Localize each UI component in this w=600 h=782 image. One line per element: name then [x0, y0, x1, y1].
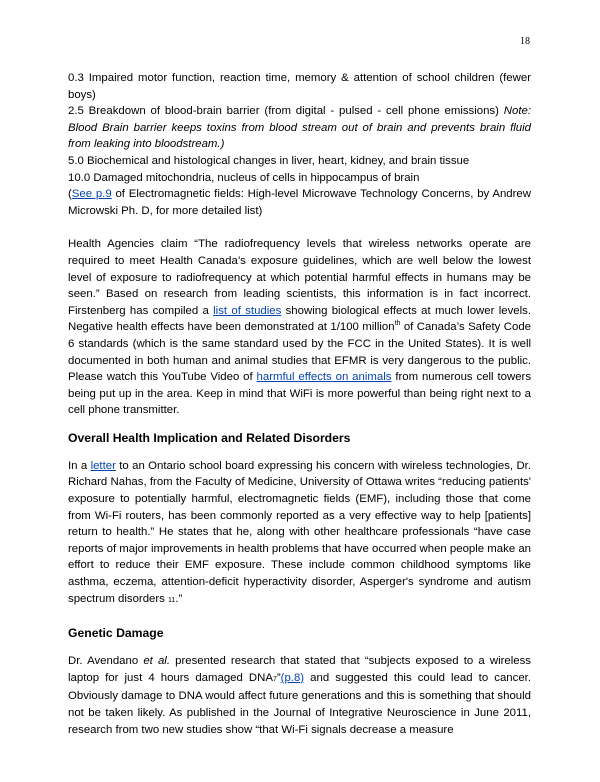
paragraph-text: In a — [68, 459, 91, 472]
effect-line-text: 2.5 Breakdown of blood-brain barrier (from digital - pulsed - cell phone emissions) — [68, 105, 504, 118]
health-agencies-paragraph — [68, 236, 531, 419]
paragraph-text: to an Ontario school board expressing his concern with wireless technologies, Dr. Richard Nahas, from the Faculty of Medicine, University of Ottawa writes “reducing patients' exposure to potentially harmful, electromagnetic fields (EMF), including those that come from Wi-Fi routers, has been commonly reported as a very effective way to help [patients] return to health.” He states that he, along with other healthcare professionals “have case reports of major improvements in health problems that have occurred when people make an effort to reduce their EMF exposure. These include common childhood symptoms like asthma, eczema, attention-deficit hyperactivity disorder, Asperger's syndrome and autism spectrum disorders — [68, 459, 531, 605]
paragraph-text: presented research that stated that “subjects exposed to a wireless laptop for just 4 hours damaged DNA — [68, 655, 531, 684]
list-of-studies-link[interactable]: list of studies — [213, 304, 282, 317]
paragraph-text: Dr. Avendano — [68, 655, 144, 668]
effect-note: Note: Blood Brain barrier keeps toxins from blood stream out of brain and prevents brain fluid from leaking into bloodstream.) — [68, 105, 531, 151]
paragraph-text: showing biological effects at much lower levels. Negative health effects have been demonstrated at 1/100 million — [68, 304, 531, 334]
genetic-paragraph — [68, 653, 531, 738]
section-heading-overall: Overall Health Implication and Related Disorders — [68, 430, 351, 445]
effect-line: 0.3 Impaired motor function, reaction time, memory & attention of school children (fewer boys) — [68, 72, 531, 101]
ref-open: ( — [68, 188, 72, 201]
footnote-marker: 11 — [168, 596, 176, 604]
paragraph-text: and suggested this could lead to cancer. Obviously damage to DNA would affect future generations and this is something that should not be taken likely. As published in the Journal of Integrative Neuroscience in June 2011, research from two new studies show “that Wi-Fi signals decrease a measure — [68, 671, 531, 736]
paragraph-text: .” — [175, 592, 183, 605]
page-number: 18 — [520, 36, 530, 47]
footnote-marker: 7 — [272, 675, 277, 683]
paragraph-text: from numerous cell towers being put up in the area. Keep in mind that WiFi is more powerful than being right next to a cell phone transmitter. — [68, 371, 532, 417]
effect-line — [68, 103, 531, 153]
see-page-link[interactable]: See p.9 — [71, 188, 112, 201]
overall-paragraph — [68, 458, 531, 609]
effects-list — [68, 70, 531, 219]
paragraph-text: of Canada’s Safety Code 6 standards (which is the same standard used by the FCC in the United States). It is well documented in both human and animal studies that EFMR is very dangerous to the public. Please watch this YouTube Video of — [68, 321, 531, 384]
reference-line — [68, 186, 531, 219]
harmful-effects-link[interactable]: harmful effects on animals — [256, 371, 392, 384]
effect-line: 5.0 Biochemical and histological changes in liver, heart, kidney, and brain tissue — [68, 154, 470, 167]
page-content — [68, 70, 531, 738]
paragraph-text: ” — [276, 671, 281, 684]
ref-text: of Electromagnetic fields: High-level Microwave Technology Concerns, by Andrew Microwski Ph. D, for more detailed list) — [68, 188, 531, 217]
section-heading-genetic: Genetic Damage — [68, 626, 164, 641]
page-8-link[interactable]: (p.8) — [280, 671, 305, 684]
superscript: th — [394, 320, 401, 328]
letter-link[interactable]: letter — [90, 459, 116, 472]
effect-line: 10.0 Damaged mitochondria, nucleus of cells in hippocampus of brain — [68, 171, 420, 184]
et-al: et al. — [143, 655, 170, 668]
paragraph-text: Health Agencies claim “The radiofrequency levels that wireless networks operate are required to meet Health Canada’s exposure guidelines, which are well below the lowest level of exposure to radiofrequency at which potential harmful effects in humans may be seen.” Based on research from leading scientists, this information is in fact incorrect. Firstenberg has compiled a — [68, 238, 531, 317]
